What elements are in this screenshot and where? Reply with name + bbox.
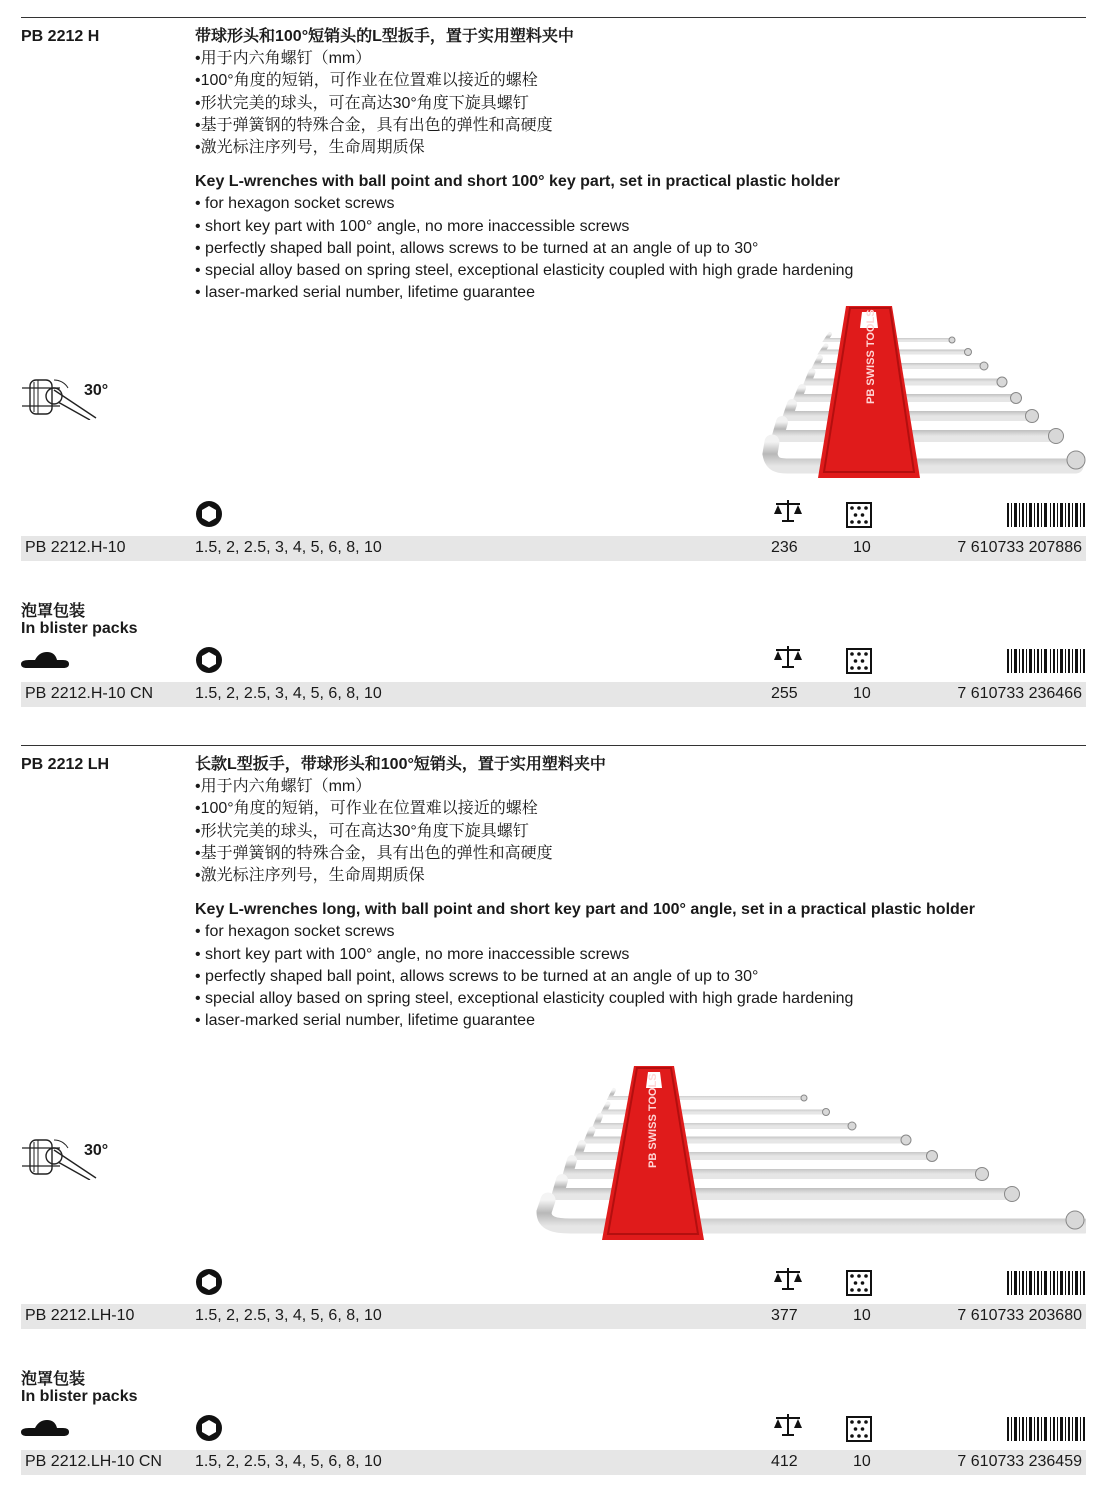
- quantity: 10: [853, 1307, 871, 1324]
- dice-icon: [846, 502, 872, 528]
- zh-bullet: •形状完美的球头，可在高达30°角度下旋具螺钉: [195, 822, 529, 840]
- zh-bullet: •基于弹簧钢的特殊合金，具有出色的弹性和高硬度: [195, 116, 553, 134]
- dice-icon: [846, 1270, 872, 1296]
- scale-icon: [773, 644, 803, 670]
- zh-bullet: •100°角度的短销，可作业在位置难以接近的螺栓: [195, 72, 538, 90]
- en-title: Key L-wrenches with ball point and short 100° key part, set in practical plastic holder: [195, 173, 840, 191]
- table-row[interactable]: [21, 682, 1086, 707]
- table-row[interactable]: [21, 1304, 1086, 1329]
- sizes: 1.5, 2, 2.5, 3, 4, 5, 6, 8, 10: [195, 1307, 382, 1324]
- article-code: PB 2212.H-10: [25, 539, 126, 556]
- en-bullet: • special alloy based on spring steel, exceptional elasticity coupled with high grade hardening: [195, 262, 854, 280]
- en-bullet: • special alloy based on spring steel, exceptional elasticity coupled with high grade hardening: [195, 990, 854, 1008]
- blister-label-en: In blister packs: [21, 620, 138, 637]
- dice-icon: [846, 1416, 872, 1442]
- svg-text:PB SWISS TOOLS: PB SWISS TOOLS: [865, 309, 877, 404]
- ean: 7 610733 207886: [957, 539, 1082, 556]
- en-bullet: • short key part with 100° angle, no more inaccessible screws: [195, 945, 630, 963]
- zh-bullet: •激光标注序列号，生命周期质保: [195, 867, 425, 885]
- section-divider: [21, 17, 1086, 18]
- ean: 7 610733 236459: [957, 1453, 1082, 1470]
- blister-icon: [21, 650, 69, 668]
- product-code: PB 2212 LH: [21, 756, 110, 773]
- sizes: 1.5, 2, 2.5, 3, 4, 5, 6, 8, 10: [195, 1453, 382, 1470]
- quantity: 10: [853, 685, 871, 702]
- barcode-icon: [1007, 1417, 1085, 1441]
- en-title: Key L-wrenches long, with ball point and short key part and 100° angle, set in a practical plastic holder: [195, 901, 975, 919]
- column-icons: [21, 498, 1086, 532]
- blister-label-en: In blister packs: [21, 1388, 138, 1405]
- quantity: 10: [853, 1453, 871, 1470]
- weight: 377: [771, 1307, 798, 1324]
- blister-label-zh: 泡罩包装: [21, 603, 86, 620]
- weight: 255: [771, 685, 798, 702]
- angle-label: 30°: [84, 1142, 109, 1159]
- zh-bullet: •100°角度的短销，可作业在位置难以接近的螺栓: [195, 800, 538, 818]
- ean: 7 610733 203680: [957, 1307, 1082, 1324]
- en-bullet: • laser-marked serial number, lifetime guarantee: [195, 284, 535, 302]
- dice-icon: [846, 648, 872, 674]
- zh-bullet: •形状完美的球头，可在高达30°角度下旋具螺钉: [195, 94, 529, 112]
- hexagon-icon: [195, 646, 223, 674]
- angle-label: 30°: [84, 382, 109, 399]
- article-code: PB 2212.LH-10: [25, 1307, 135, 1324]
- column-icons: [21, 1266, 1086, 1300]
- en-bullet: • for hexagon socket screws: [195, 195, 395, 213]
- section-divider: [21, 745, 1086, 746]
- weight: 236: [771, 539, 798, 556]
- ball-point-angle-icon: [20, 374, 120, 420]
- ean: 7 610733 236466: [957, 685, 1082, 702]
- hexagon-icon: [195, 1414, 223, 1442]
- hexagon-icon: [195, 1268, 223, 1296]
- hexagon-icon: [195, 500, 223, 528]
- zh-bullet: •基于弹簧钢的特殊合金，具有出色的弹性和高硬度: [195, 844, 553, 862]
- barcode-icon: [1007, 503, 1085, 527]
- en-bullet: • short key part with 100° angle, no more inaccessible screws: [195, 217, 630, 235]
- zh-title: 长款L型扳手，带球形头和100°短销头，置于实用塑料夹中: [195, 756, 606, 773]
- column-icons: [21, 1412, 1086, 1446]
- scale-icon: [773, 1266, 803, 1292]
- blister-label-zh: 泡罩包装: [21, 1371, 86, 1388]
- scale-icon: [773, 1412, 803, 1438]
- barcode-icon: [1007, 649, 1085, 673]
- zh-title: 带球形头和100°短销头的L型扳手，置于实用塑料夹中: [195, 28, 574, 45]
- article-code: PB 2212.H-10 CN: [25, 685, 154, 702]
- zh-bullet: •激光标注序列号，生命周期质保: [195, 139, 425, 157]
- scale-icon: [773, 498, 803, 524]
- blister-icon: [21, 1418, 69, 1436]
- sizes: 1.5, 2, 2.5, 3, 4, 5, 6, 8, 10: [195, 539, 382, 556]
- en-bullet: • perfectly shaped ball point, allows screws to be turned at an angle of up to 30°: [195, 967, 759, 985]
- description: [195, 754, 975, 1032]
- product-image-wrench-set: [750, 304, 1086, 482]
- product-code: PB 2212 H: [21, 28, 100, 45]
- quantity: 10: [853, 539, 871, 556]
- barcode-icon: [1007, 1271, 1085, 1295]
- column-icons: [21, 644, 1086, 678]
- en-bullet: • perfectly shaped ball point, allows screws to be turned at an angle of up to 30°: [195, 239, 759, 257]
- en-bullet: • for hexagon socket screws: [195, 923, 395, 941]
- sizes: 1.5, 2, 2.5, 3, 4, 5, 6, 8, 10: [195, 685, 382, 702]
- zh-bullet: •用于内六角螺钉（mm）: [195, 50, 372, 68]
- ball-point-angle-icon: [20, 1134, 120, 1180]
- svg-text:PB SWISS TOOLS: PB SWISS TOOLS: [647, 1073, 659, 1168]
- en-bullet: • laser-marked serial number, lifetime guarantee: [195, 1012, 535, 1030]
- product-image-wrench-set-long: [534, 1064, 1086, 1244]
- table-row[interactable]: [21, 1450, 1086, 1475]
- weight: 412: [771, 1453, 798, 1470]
- article-code: PB 2212.LH-10 CN: [25, 1453, 162, 1470]
- description: [195, 26, 853, 304]
- zh-bullet: •用于内六角螺钉（mm）: [195, 778, 372, 796]
- table-row[interactable]: [21, 536, 1086, 561]
